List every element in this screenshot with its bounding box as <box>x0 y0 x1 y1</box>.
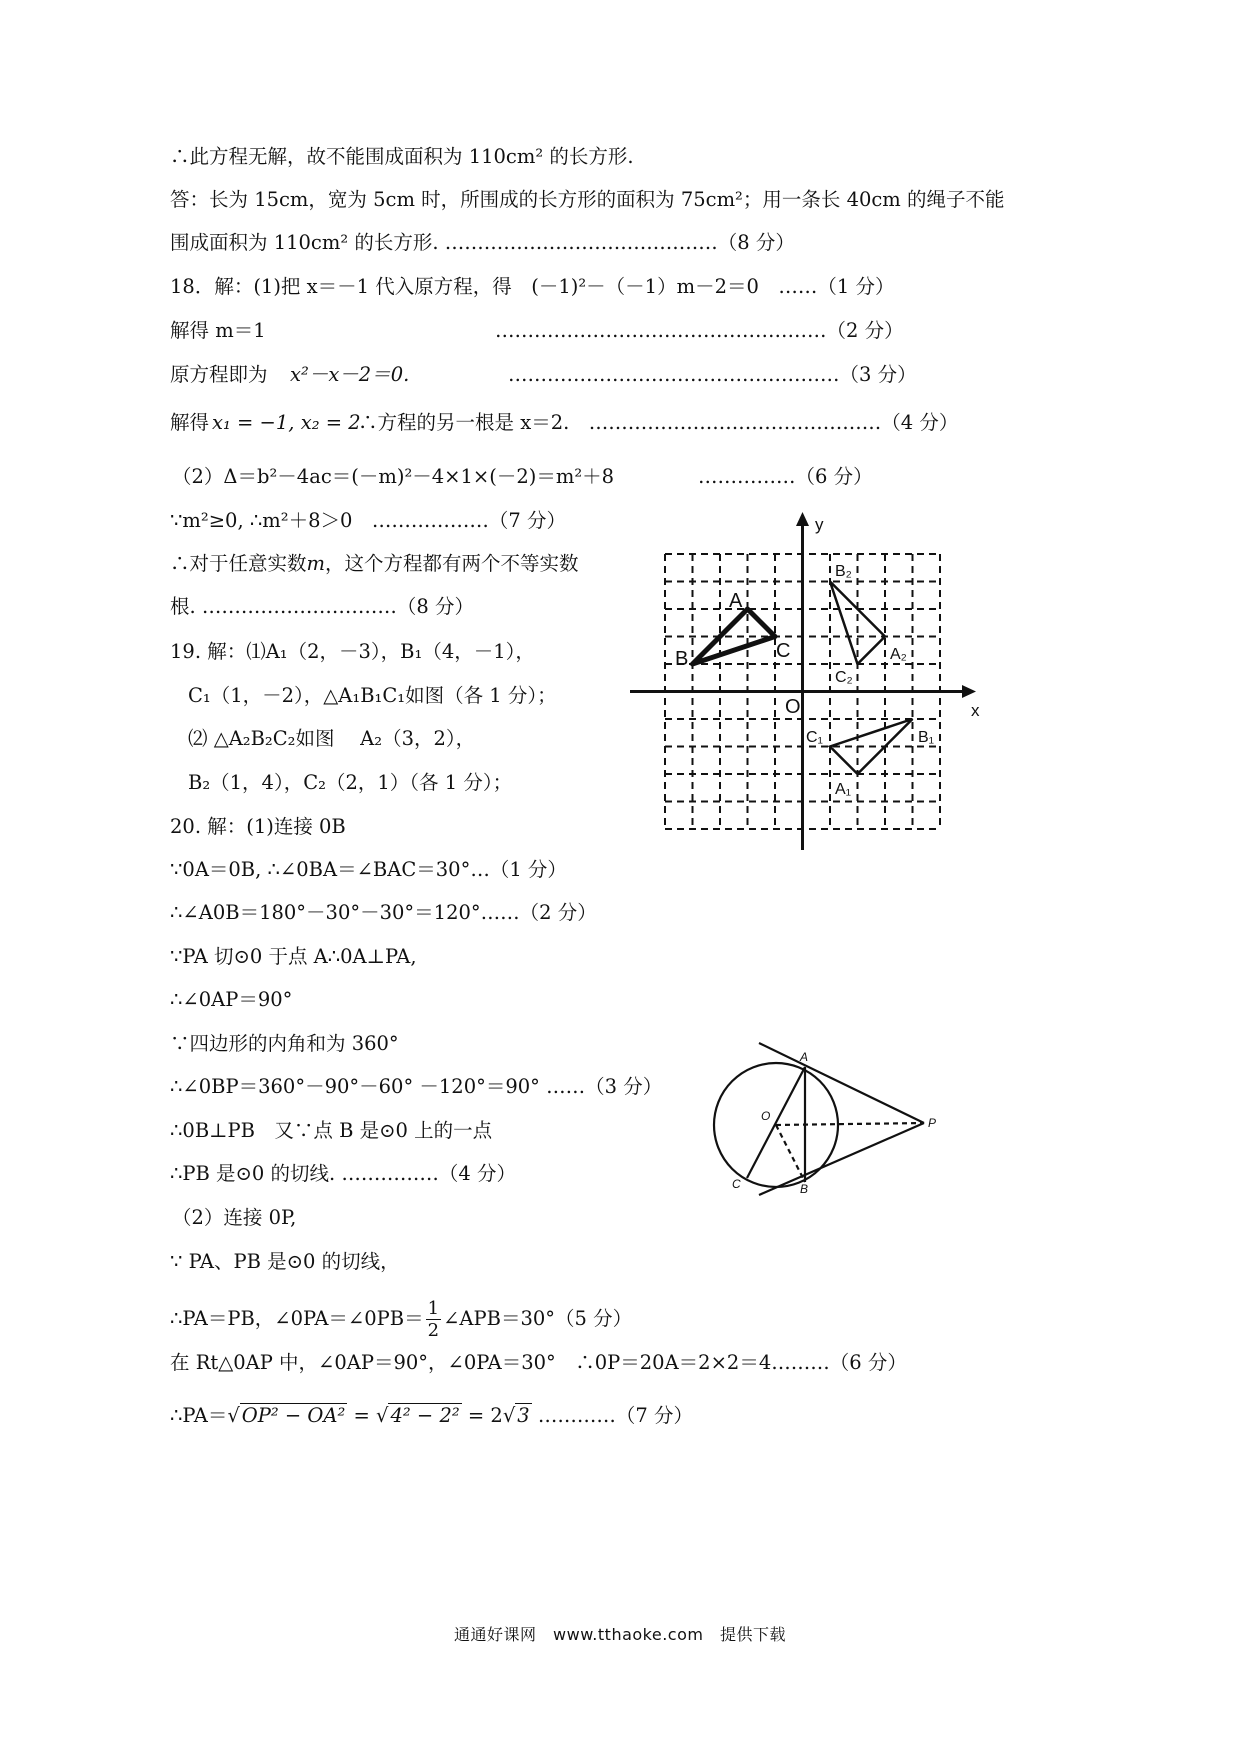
label-c2: C₂ <box>835 669 853 686</box>
line-q20-rt-triangle: 在 Rt△0AP 中，∠0AP＝90°，∠0PA＝30° ∴0P＝20A＝2×2＝4………（6 分） <box>170 1351 907 1374</box>
line-positive: ∵m²≥0, ∴m²＋8＞0 ………………（7 分） <box>170 509 566 532</box>
label-a1: A₁ <box>835 781 852 798</box>
label-b: B <box>675 648 689 670</box>
circle-label-a: A <box>800 1050 809 1064</box>
any-real-text: ∴对于任意实数 <box>170 552 307 575</box>
line-q20-angles <box>170 1296 632 1342</box>
circle-tangent-figure <box>702 1040 962 1200</box>
fraction-denominator: 2 <box>427 1320 440 1341</box>
tangent-lines <box>759 1043 924 1195</box>
line-q20-ob-pb: ∴0B⊥PB 又∵点 B 是⊙0 上的一点 <box>170 1119 493 1142</box>
label-a: A <box>729 590 743 612</box>
line-q20-part2: （2）连接 0P, <box>172 1206 297 1229</box>
line-q20-oap: ∴∠0AP＝90° <box>170 988 293 1011</box>
line-q18-part1: 18．解：(1)把 x＝－1 代入原方程，得 (－1)²－（－1）m－2＝0 ……（1 分） <box>170 275 895 298</box>
label-a2: A₂ <box>890 646 907 663</box>
line-q20-tangent: ∵PA 切⊙0 于点 A∴0A⊥PA, <box>170 945 417 968</box>
coordinate-grid-figure <box>628 510 988 855</box>
line-q20-start: 20. 解：(1)连接 0B <box>170 815 346 838</box>
circle-label-c: C <box>732 1177 741 1191</box>
variable-m: m <box>306 552 326 575</box>
line-q19-c1: C₁（1，－2），△A₁B₁C₁如图（各 1 分）； <box>188 684 557 707</box>
line-discriminant-score: ……………（6 分） <box>698 465 873 488</box>
line-q20-pa-value: ∴PA＝√ OP² − OA² = √ 4² − 2² = 2√ 3 …………（7 分） <box>170 1404 693 1427</box>
line-q19-a1: 19. 解：⑴A₁（2，－3），B₁（4，－1）， <box>170 640 535 663</box>
line-any-real <box>170 552 579 576</box>
line-answer: 答：长为 15cm，宽为 5cm 时，所围成的长方形的面积为 75cm²；用一条长 40cm 的绳子不能 <box>170 188 1005 211</box>
sqrt-4-2: 4² − 2² <box>390 1404 460 1427</box>
line-roots: x₁ = −1, x₂ = 2 <box>212 411 361 434</box>
circle-label-b: B <box>800 1182 809 1196</box>
origin-label: O <box>785 696 801 718</box>
page-footer: 通通好课网 www.tthaoke.com 提供下载 <box>454 1625 786 1644</box>
line-q20-obp: ∴∠0BP＝360°－90°－60° －120°＝90° ……（3 分） <box>170 1075 663 1098</box>
axis-x-label: x <box>971 701 980 720</box>
line-roots-end: 根. …………………………（8 分） <box>170 595 475 618</box>
any-real-text-2: ，这个方程都有两个不等实数 <box>325 552 579 575</box>
line-roots-label: 解得 <box>170 411 210 434</box>
fraction-numerator: 1 <box>427 1298 440 1319</box>
line-q20-oa-ob: ∵0A＝0B, ∴∠0BA＝∠BAC＝30°…（1 分） <box>170 858 567 881</box>
line-q19-b2: B₂（1，4），C₂（2，1）（各 1 分）； <box>188 771 513 794</box>
line-discriminant: （2）Δ＝b²－4ac＝(－m)²－4×1×(－2)＝m²＋8 <box>172 465 615 488</box>
line-q20-quad: ∵四边形的内角和为 360° <box>170 1032 399 1055</box>
line-q20-pb-tangent: ∴PB 是⊙0 的切线. ……………（4 分） <box>170 1162 517 1185</box>
pa-score: …………（7 分） <box>537 1404 693 1427</box>
line-conclusion-no-solution: ∴此方程无解，故不能围成面积为 110cm² 的长方形. <box>170 145 634 168</box>
label-b1: B₁ <box>918 729 935 746</box>
line-equation-score: ……………………………………………（3 分） <box>508 363 917 386</box>
angles-text: ∴PA＝PB，∠0PA＝∠0PB＝ <box>170 1307 424 1330</box>
y-axis-arrow <box>796 512 809 526</box>
line-q20-pa-pb: ∵ PA、PB 是⊙0 的切线， <box>170 1250 400 1273</box>
line-solve-m: 解得 m＝1 <box>170 319 266 342</box>
line-q20-aob: ∴∠A0B＝180°－30°－30°＝120°……（2 分） <box>170 901 597 924</box>
line-solve-m-score: ……………………………………………（2 分） <box>495 319 904 342</box>
line-q19-a2: ⑵ △A₂B₂C₂如图 A₂（3，2）， <box>188 727 476 750</box>
circle-label-o: O <box>761 1109 771 1123</box>
x-axis-arrow <box>962 685 976 698</box>
label-b2: B₂ <box>835 563 852 580</box>
line-equation: x²－x－2＝0. <box>290 363 410 386</box>
line-equation-label: 原方程即为 <box>170 363 268 386</box>
label-c: C <box>776 640 791 662</box>
equals-1: = <box>353 1404 370 1427</box>
equals-2: = 2 <box>467 1404 503 1427</box>
label-c1: C₁ <box>806 729 823 746</box>
sqrt-op-oa: OP² − OA² <box>241 1404 346 1427</box>
line-other-root: ∴方程的另一根是 x＝2. ………………………………………（4 分） <box>358 411 959 434</box>
circle-label-p: P <box>928 1116 937 1130</box>
sqrt-3: 3 <box>517 1404 530 1427</box>
line-answer-cont: 围成面积为 110cm² 的长方形. ……………………………………（8 分） <box>170 231 795 254</box>
fraction-half <box>426 1298 441 1341</box>
pa-text: ∴PA＝ <box>170 1404 228 1427</box>
axis-y-label: y <box>815 515 824 534</box>
angles-text-2: ∠APB＝30°（5 分） <box>443 1307 633 1330</box>
